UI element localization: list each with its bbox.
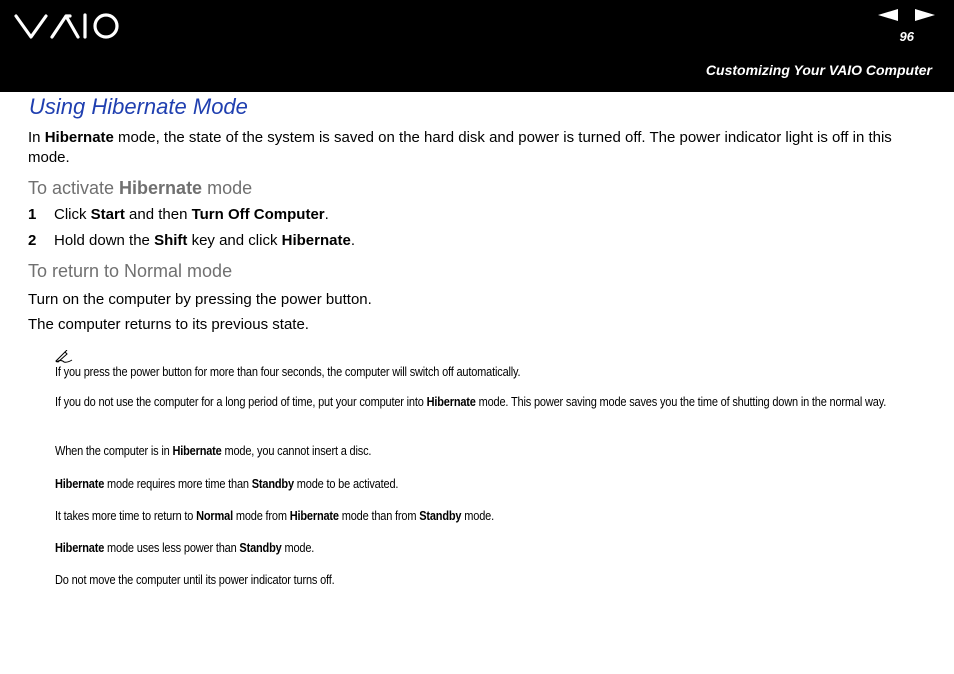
page-title: Using Hibernate Mode [29,94,248,119]
return-line-2: The computer returns to its previous state. [28,316,309,333]
step-number: 2 [28,232,37,249]
triangle-left-icon[interactable] [878,9,898,21]
return-heading: To return to Normal mode [28,261,233,281]
page-nav [878,8,936,22]
triangle-right-icon[interactable] [915,9,935,21]
note-1: If you press the power button for more than four seconds, the computer will switch off automatically. [55,365,521,379]
step-1: 1 Click Start and then Turn Off Computer. [28,206,329,223]
intro-paragraph: In Hibernate mode, the state of the system is saved on the hard disk and power is turned off. The power indicator light is off in this mode. [28,129,892,166]
return-line-1: Turn on the computer by pressing the power button. [28,291,372,308]
vaio-logo [14,12,120,40]
note-4: Hibernate mode requires more time than Standby mode to be activated. [55,477,399,491]
note-2: If you do not use the computer for a long period of time, put your computer into Hibernate mode. This power saving mode saves you the time of shutting down in the normal way. [55,395,887,409]
note-6: Hibernate mode uses less power than Standby mode. [55,541,315,555]
note-5: It takes more time to return to Normal mode from Hibernate mode than from Standby mode. [55,509,494,523]
activate-heading: To activate Hibernate mode [28,178,253,198]
section-title: Customizing Your VAIO Computer [705,62,932,78]
note-3: When the computer is in Hibernate mode, you cannot insert a disc. [55,444,372,458]
step-2: 2 Hold down the Shift key and click Hibernate. [28,232,355,249]
note-7: Do not move the computer until its power indicator turns off. [55,573,335,587]
page-number: 96 [899,29,914,44]
page-header [0,0,954,92]
step-number: 1 [28,206,37,223]
